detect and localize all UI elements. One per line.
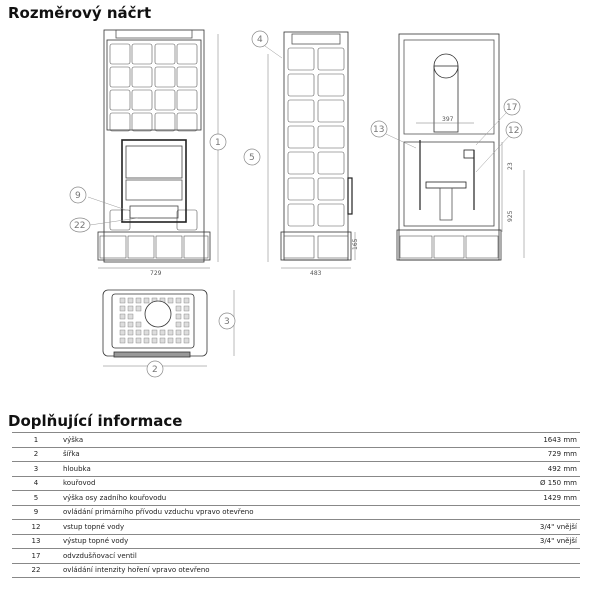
spec-num: 9 — [12, 505, 60, 520]
dim-rear-pipe: 23 — [507, 162, 514, 170]
table-row — [12, 491, 580, 506]
callout-13: 13 — [373, 125, 385, 135]
spec-desc: šířka — [60, 447, 484, 462]
rear-view — [397, 34, 524, 260]
callout-4: 4 — [257, 35, 263, 45]
dim-front-width: 729 — [150, 270, 162, 277]
dim-side-depth: 483 — [310, 270, 322, 277]
table-row — [12, 462, 580, 477]
side-view — [281, 32, 352, 260]
spec-value: 1429 mm — [484, 491, 580, 506]
spec-desc: ovládání intenzity hoření vpravo otevřeno — [60, 563, 484, 578]
callout-2: 2 — [152, 365, 158, 375]
front-view — [98, 30, 210, 262]
spec-desc: kouřovod — [60, 476, 484, 491]
callout-5: 5 — [249, 153, 255, 163]
table-row — [12, 433, 580, 448]
table-row — [12, 563, 580, 578]
spec-desc: hloubka — [60, 462, 484, 477]
callout-12: 12 — [508, 126, 520, 136]
spec-num: 5 — [12, 491, 60, 506]
spec-num: 2 — [12, 447, 60, 462]
spec-num: 1 — [12, 433, 60, 448]
spec-num: 22 — [12, 563, 60, 578]
callout-9: 9 — [75, 191, 81, 201]
spec-desc: výška — [60, 433, 484, 448]
spec-value — [484, 549, 580, 564]
table-row — [12, 520, 580, 535]
spec-value: Ø 150 mm — [484, 476, 580, 491]
section-title-additional-info: Doplňující informace — [8, 412, 183, 430]
spec-value — [484, 505, 580, 520]
dim-plinth: 165 — [352, 238, 359, 250]
table-row — [12, 476, 580, 491]
dim-rear-height: 925 — [507, 210, 514, 222]
table-row — [12, 447, 580, 462]
spec-desc: výška osy zadního kouřovodu — [60, 491, 484, 506]
spec-value: 492 mm — [484, 462, 580, 477]
spec-value: 3/4" vnější — [484, 520, 580, 535]
table-row — [12, 534, 580, 549]
table-row — [12, 505, 580, 520]
spec-value: 729 mm — [484, 447, 580, 462]
spec-desc: vstup topné vody — [60, 520, 484, 535]
spec-desc: ovládání primárního přívodu vzduchu vpravo otevřeno — [60, 505, 484, 520]
dim-rear-top: 397 — [442, 116, 454, 123]
spec-desc: odvzdušňovací ventil — [60, 549, 484, 564]
spec-table — [12, 432, 580, 578]
spec-value: 1643 mm — [484, 433, 580, 448]
callout-17: 17 — [506, 103, 518, 113]
spec-num: 12 — [12, 520, 60, 535]
section-title-dimension-sketch: Rozměrový náčrt — [8, 4, 152, 22]
top-view — [103, 290, 207, 357]
spec-num: 4 — [12, 476, 60, 491]
table-row — [12, 549, 580, 564]
callout-3: 3 — [224, 317, 230, 327]
spec-num: 3 — [12, 462, 60, 477]
spec-value — [484, 563, 580, 578]
spec-num: 17 — [12, 549, 60, 564]
spec-value: 3/4" vnější — [484, 534, 580, 549]
callout-1: 1 — [215, 138, 221, 148]
callout-22: 22 — [74, 221, 86, 231]
spec-desc: výstup topné vody — [60, 534, 484, 549]
spec-num: 13 — [12, 534, 60, 549]
dimension-labels — [150, 116, 514, 277]
